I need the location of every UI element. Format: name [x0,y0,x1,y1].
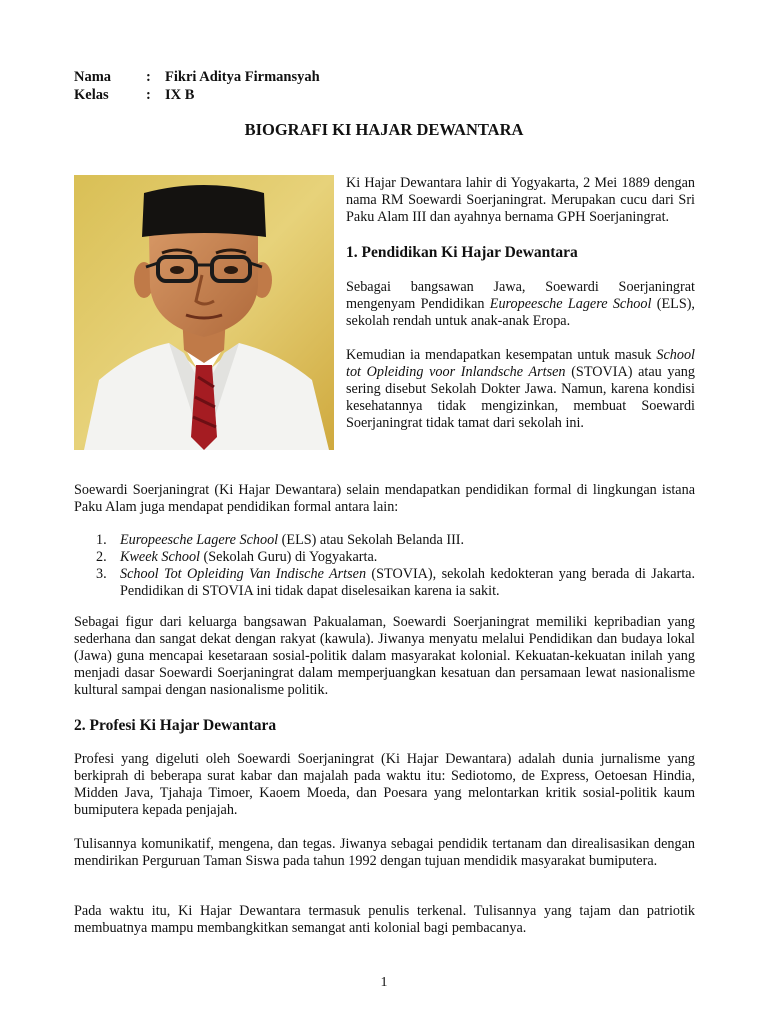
education-list-block [74,532,695,600]
list-number: 2. [96,549,107,565]
list-number: 1. [96,532,107,548]
list-text [120,566,695,600]
kelas-value: IX B [165,87,195,103]
text-run: (ELS) atau Sekolah Belanda III. [278,532,465,548]
text-run: (STOVIA), sekolah kedokteran yang berada di Jakarta. Pendidikan di STOVIA ini tidak dapat diselesaikan karena ia sakit. [120,566,696,599]
formal-education-intro: Soewardi Soerjaningrat (Ki Hajar Dewantara) selain mendapatkan pendidikan formal di lingkungan istana Paku Alam juga mendapat pendidikan formal antara lain: [74,482,695,515]
portrait-illustration [74,175,334,450]
text-run: (ELS), sekolah rendah untuk anak-anak Eropa. [346,296,695,329]
section1-paragraph-4: Sebagai figur dari keluarga bangsawan Pakualaman, Soewardi Soerjaningrat memiliki kepribadian yang sederhana dan sangat dekat dengan rakyat (kawula). Jiwanya menyatu melalui Pendidikan dan budaya lokal (Jawa) guna mencapai kesetaraan sosial-politik dalam masyarakat kolonial. Kekuatan-kekuatan inilah yang menjadi dasar Soewardi Soerjaningrat dalam memperjuangkan kesatuan dan persamaan lewat nasionalisme kultural sampai dengan nasionalisme politik. [74,614,695,698]
nama-colon: : [146,69,151,85]
section2-paragraph-1-block [74,751,695,819]
kelas-label: Kelas [74,87,109,103]
section1-heading: 1. Pendidikan Ki Hajar Dewantara [346,244,578,261]
nama-label: Nama [74,69,112,85]
section2-paragraph-2-block [74,836,695,870]
text-run: Sebagai bangsawan Jawa, Soewardi Soerjaningrat mengenyam Pendidikan [346,279,695,312]
text-run: (STOVIA) atau yang sering disebut Sekolah Dokter Jawa. Namun, karena kondisi kesehatannya tidak mengizinkan, membuat Soewardi Soerjaningrat tidak tamat dari sekolah ini. [346,364,695,431]
section2-paragraph-2: Tulisannya komunikatif, mengena, dan tegas. Jiwanya sebagai pendidik tertanam dan direalisasikan dengan mendirikan Perguruan Taman Siswa pada tahun 1992 dengan tujuan mendidik masyarakat bumiputera. [74,836,695,869]
italic-term: Europeesche Lagere School [120,532,279,548]
section2-paragraph-1: Profesi yang digeluti oleh Soewardi Soerjaningrat (Ki Hajar Dewantara) adalah dunia jurnalisme yang berkiprah di beberapa surat kabar dan majalah pada waktu itu: Sediotomo, de Express, Oetoesan Hindia, Midden Java, Tjahaja Timoer, Kaoem Moeda, dan Poesara yang melontarkan kritik sosial-politik kaum bumiputera kepada penjajah. [74,751,695,818]
section1-paragraph-4-block [74,614,695,699]
kelas-colon: : [146,87,151,103]
italic-term: School tot Opleiding voor Inlandsche Artsen [346,347,695,380]
student-info [74,68,320,104]
right-column [346,175,695,449]
list-text [120,532,695,549]
section2-heading-block [74,716,695,752]
list-number: 3. [96,566,107,582]
section1-paragraph-1 [346,279,695,330]
section2-heading: 2. Profesi Ki Hajar Dewantara [74,717,277,734]
italic-term: School Tot Opleiding Van Indische Artsen [120,566,367,582]
nama-row [74,68,320,86]
text-run: (Sekolah Guru) di Yogyakarta. [199,549,378,565]
list-text [120,549,695,566]
document-title: BIOGRAFI KI HAJAR DEWANTARA [244,120,524,139]
page-number: 1 [380,975,388,990]
intro-paragraph: Ki Hajar Dewantara lahir di Yogyakarta, 2 Mei 1889 dengan nama RM Soewardi Soerjaningrat. Merupakan cucu dari Sri Paku Alam III dan ayahnya bernama GPH Soerjaningrat. [346,175,695,225]
kelas-row [74,86,320,104]
list-item [74,532,695,549]
section2-paragraph-3: Pada waktu itu, Ki Hajar Dewantara termasuk penulis terkenal. Tulisannya yang tajam dan patriotik membuatnya mampu membangkitkan semangat anti kolonial bagi pembacanya. [74,903,695,936]
education-list [74,532,695,600]
nama-value: Fikri Aditya Firmansyah [165,69,320,85]
text-run: Kemudian ia mendapatkan kesempatan untuk masuk [346,347,657,363]
italic-term: Kweek School [120,549,200,565]
italic-term: Europeesche Lagere School [489,296,652,312]
section1-paragraph-2 [346,347,695,432]
section2-paragraph-3-block [74,903,695,937]
list-item [74,566,695,600]
list-item [74,549,695,566]
portrait-image [74,175,334,450]
section1-paragraph-3 [74,482,695,516]
